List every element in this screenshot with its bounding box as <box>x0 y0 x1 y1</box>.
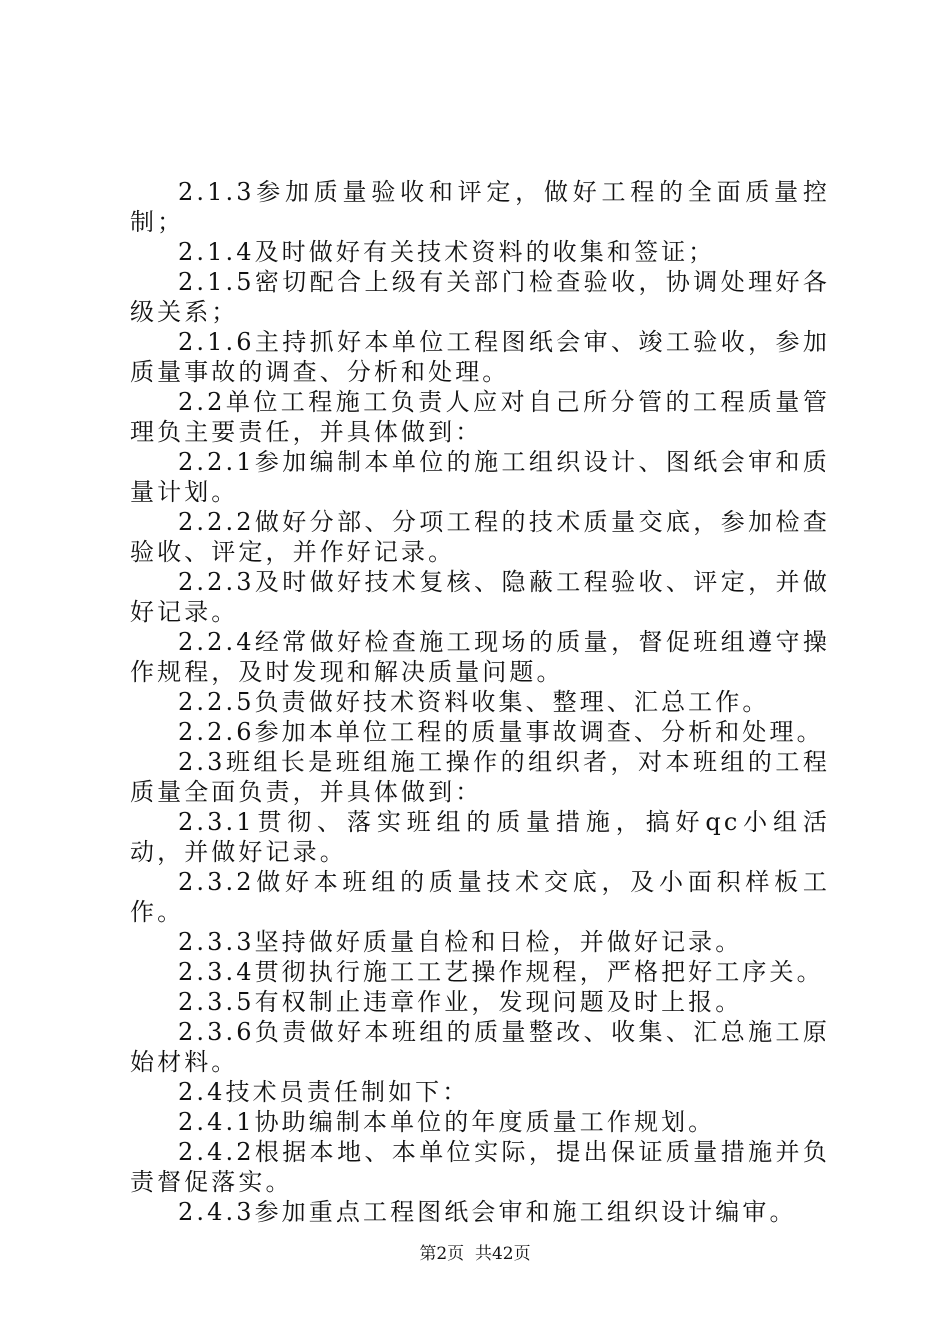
paragraph-2-3-4: 2.3.4贯彻执行施工工艺操作规程，严格把好工序关。 <box>178 958 824 986</box>
paragraph-2-1-5: 2.1.5密切配合上级有关部门检查验收，协调处理好各级关系； <box>130 268 830 326</box>
paragraph-2-3-3: 2.3.3坚持做好质量自检和日检，并做好记录。 <box>178 928 743 956</box>
page-number-label: 第2页 共42页 <box>419 1244 531 1264</box>
paragraph-2-2-6: 2.2.6参加本单位工程的质量事故调查、分析和处理。 <box>178 718 824 746</box>
paragraph-2-3-6: 2.3.6负责做好本班组的质量整改、收集、汇总施工原始材料。 <box>130 1018 830 1076</box>
page-footer <box>0 1243 950 1265</box>
paragraph-2-2: 2.2单位工程施工负责人应对自己所分管的工程质量管理负主要责任，并具体做到： <box>130 388 830 446</box>
paragraph-2-2-3: 2.2.3及时做好技术复核、隐蔽工程验收、评定，并做好记录。 <box>130 568 830 626</box>
paragraph-2-3-5: 2.3.5有权制止违章作业，发现问题及时上报。 <box>178 988 743 1016</box>
paragraph-2-2-4: 2.2.4经常做好检查施工现场的质量，督促班组遵守操作规程，及时发现和解决质量问题。 <box>130 628 830 686</box>
paragraph-2-4-1: 2.4.1协助编制本单位的年度质量工作规划。 <box>178 1108 716 1136</box>
paragraph-2-2-5: 2.2.5负责做好技术资料收集、整理、汇总工作。 <box>178 688 770 716</box>
paragraph-2-1-6: 2.1.6主持抓好本单位工程图纸会审、竣工验收，参加质量事故的调查、分析和处理。 <box>130 328 830 386</box>
paragraph-2-4-2: 2.4.2根据本地、本单位实际，提出保证质量措施并负责督促落实。 <box>130 1138 830 1196</box>
paragraph-2-1-4: 2.1.4及时做好有关技术资料的收集和签证； <box>178 238 716 266</box>
paragraph-2-1-3: 2.1.3参加质量验收和评定，做好工程的全面质量控制； <box>130 178 830 236</box>
paragraph-2-3: 2.3班组长是班组施工操作的组织者，对本班组的工程质量全面负责，并具体做到： <box>130 748 830 806</box>
paragraph-2-2-2: 2.2.2做好分部、分项工程的技术质量交底，参加检查验收、评定，并作好记录。 <box>130 508 830 566</box>
paragraph-2-4-3: 2.4.3参加重点工程图纸会审和施工组织设计编审。 <box>178 1198 797 1226</box>
paragraph-2-3-1: 2.3.1贯彻、落实班组的质量措施，搞好qc小组活动，并做好记录。 <box>130 808 830 866</box>
paragraph-2-2-1: 2.2.1参加编制本单位的施工组织设计、图纸会审和质量计划。 <box>130 448 830 506</box>
paragraph-2-3-2: 2.3.2做好本班组的质量技术交底，及小面积样板工作。 <box>130 868 830 926</box>
document-body <box>130 177 830 1227</box>
paragraph-2-4: 2.4技术员责任制如下： <box>178 1078 470 1106</box>
